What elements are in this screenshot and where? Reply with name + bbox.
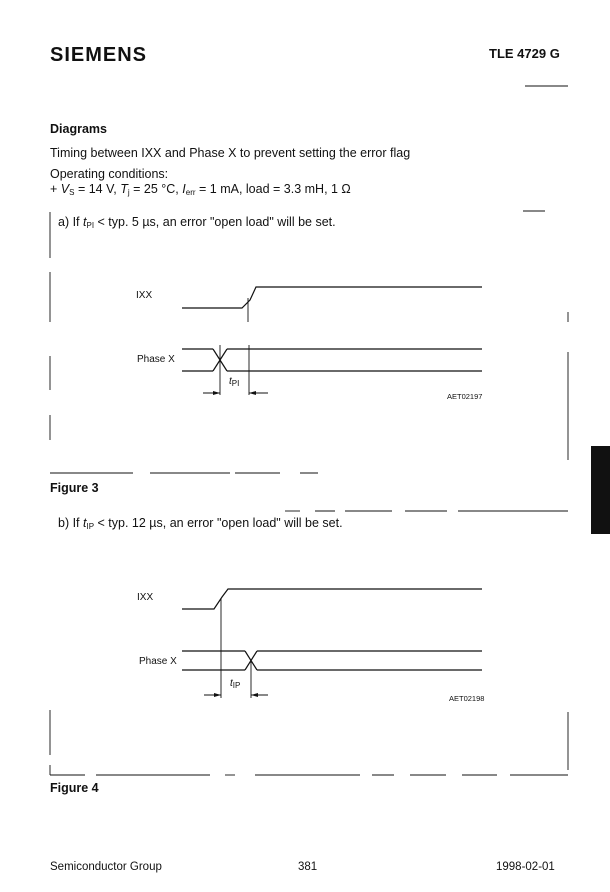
figure3-timing-symbol: t: [229, 376, 232, 387]
figure3-t-subscript: PI: [86, 221, 95, 230]
figure4-ixx-waveform: [182, 589, 482, 644]
figure4-phase-waveform: [182, 651, 482, 670]
tj-subscript: j: [127, 188, 130, 197]
part-number: TLE 4729 G: [489, 46, 560, 61]
figure3-frame: [50, 211, 568, 473]
operating-conditions-label: Operating conditions:: [50, 167, 169, 181]
figure3-timing-arrow: [203, 345, 268, 395]
figure4-timing-subscript: IP: [232, 681, 241, 690]
vs-subscript: S: [69, 188, 75, 197]
conditions-prefix: +: [50, 182, 61, 196]
figure3-drawing-code: AET02197: [447, 392, 483, 401]
ierr-subscript: err: [185, 188, 196, 197]
figure3-case-prefix: a) If: [58, 215, 84, 229]
vs-value: = 14 V,: [74, 182, 121, 196]
figure3-signal-phase: Phase X: [137, 354, 175, 365]
figure4-frame: [50, 511, 568, 775]
tj-symbol: T: [120, 182, 128, 196]
tj-value: = 25 °C,: [129, 182, 183, 196]
figure4-signal-ixx: IXX: [137, 592, 154, 603]
figure3-phase-waveform: [182, 349, 482, 371]
figure3-t-symbol: t: [83, 215, 87, 229]
footer-date: 1998-02-01: [496, 861, 555, 873]
figure3-signal-ixx: IXX: [136, 290, 153, 301]
figure4-timing-arrow: [204, 644, 268, 698]
figure4-t-subscript: IP: [86, 522, 95, 531]
figure4-case-prefix: b) If: [58, 516, 84, 530]
figure4-drawing-code: AET02198: [449, 694, 485, 703]
siemens-logo: SIEMENS: [50, 44, 148, 66]
figure4-caption: Figure 4: [50, 781, 99, 795]
vs-symbol: V: [60, 182, 70, 196]
figure4-case-suffix: < typ. 12 µs, an error "open load" will be set.: [94, 516, 343, 530]
ierr-load-value: = 1 mA, load = 3.3 mH, 1 Ω: [195, 182, 351, 196]
figure3-case-suffix: < typ. 5 µs, an error "open load" will be set.: [94, 215, 336, 229]
footer-page-number: 381: [298, 861, 318, 873]
figure4-signal-phase: Phase X: [139, 656, 177, 667]
section-title: Diagrams: [50, 122, 107, 136]
section-subtitle: Timing between IXX and Phase X to prevent setting the error flag: [50, 146, 411, 160]
footer-left: Semiconductor Group: [50, 861, 162, 873]
figure4-timing-symbol: t: [230, 678, 233, 689]
ierr-symbol: I: [182, 182, 186, 196]
figure3-timing-subscript: PI: [231, 379, 240, 388]
figure3-caption: Figure 3: [50, 481, 99, 495]
figure3-ixx-waveform: [182, 287, 482, 322]
figure4-t-symbol: t: [83, 516, 87, 530]
